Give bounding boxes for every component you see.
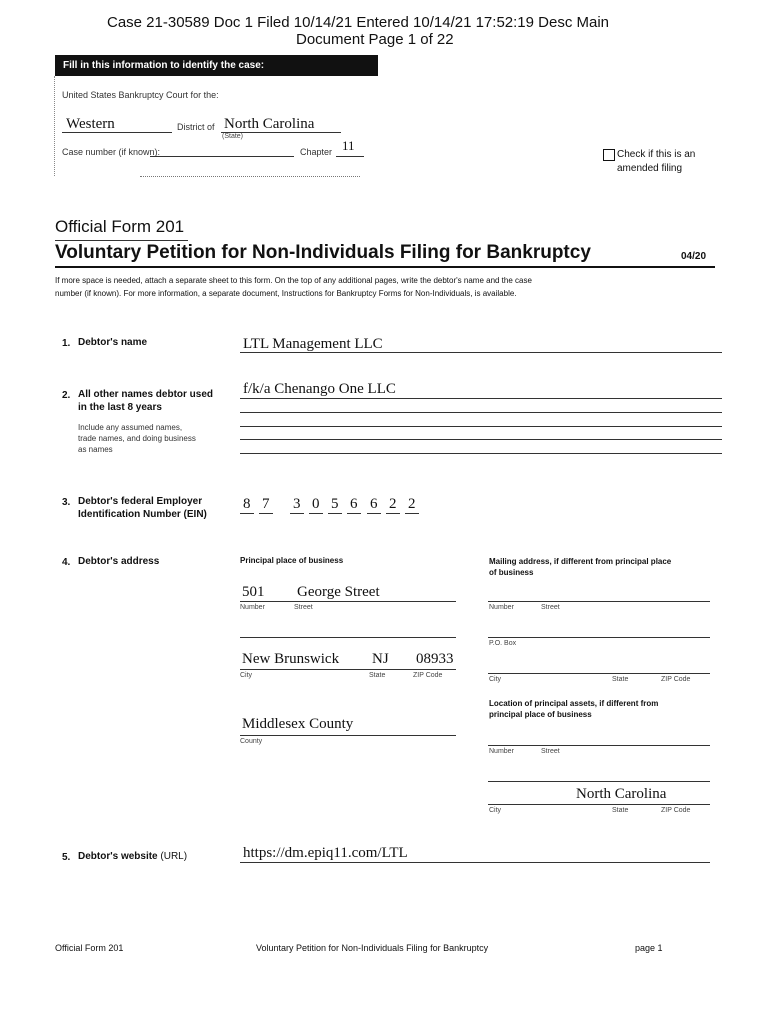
principal-number-caption: Number bbox=[240, 604, 265, 611]
footer-form-title: Voluntary Petition for Non-Individuals Filing for Bankruptcy bbox=[256, 943, 489, 953]
ein-box-2 bbox=[259, 513, 273, 514]
principal-street-caption: Street bbox=[294, 604, 313, 611]
ein-box-1 bbox=[240, 513, 254, 514]
principal-street-line bbox=[240, 601, 456, 602]
case-header-line-2: Document Page 1 of 22 bbox=[296, 31, 454, 48]
other-names-note-1: Include any assumed names, bbox=[78, 423, 183, 432]
principal-state-caption: State bbox=[369, 672, 386, 679]
case-header-line-1: Case 21-30589 Doc 1 Filed 10/14/21 Entered 10/14/21 17:52:19 Desc Main bbox=[107, 14, 610, 31]
item-4-number: 4. bbox=[62, 557, 71, 568]
other-names-line-4[interactable] bbox=[240, 439, 722, 440]
ein-digit-2[interactable]: 7 bbox=[262, 496, 270, 512]
footer-page-number: page 1 bbox=[635, 943, 663, 953]
ein-digit-6[interactable]: 6 bbox=[350, 496, 358, 512]
item-3-number: 3. bbox=[62, 497, 71, 508]
location-heading-2: principal place of business bbox=[489, 710, 592, 719]
instructions-line-2: number (if known). For more information, a separate document, Instructions for Bankruptcy Forms for Non-Individuals, is available. bbox=[55, 289, 517, 298]
debtor-name-value[interactable]: LTL Management LLC bbox=[243, 336, 383, 352]
principal-zip-value[interactable]: 08933 bbox=[416, 651, 454, 667]
other-names-note-3: as names bbox=[78, 445, 113, 454]
ein-box-8 bbox=[386, 513, 400, 514]
website-label-rest: (URL) bbox=[157, 851, 188, 862]
principal-state-value[interactable]: NJ bbox=[372, 651, 389, 667]
ein-box-7 bbox=[367, 513, 381, 514]
other-names-value[interactable]: f/k/a Chenango One LLC bbox=[243, 381, 396, 397]
ein-digit-1[interactable]: 8 bbox=[243, 496, 251, 512]
official-form-number: Official Form 201 bbox=[55, 217, 185, 236]
website-label-bold: Debtor's website bbox=[78, 851, 158, 862]
location-city-caption: City bbox=[489, 807, 502, 814]
title-rule bbox=[55, 266, 715, 268]
mailing-street-caption: Street bbox=[541, 604, 560, 611]
debtor-name-label: Debtor's name bbox=[78, 337, 148, 348]
other-names-label-1: All other names debtor used bbox=[78, 389, 214, 400]
principal-street-line-2[interactable] bbox=[240, 637, 456, 638]
mailing-city-line[interactable] bbox=[488, 673, 710, 674]
county-value[interactable]: Middlesex County bbox=[242, 716, 354, 732]
district-label: District of bbox=[177, 122, 215, 132]
ein-box-9 bbox=[405, 513, 419, 514]
other-names-line-2[interactable] bbox=[240, 412, 722, 413]
po-box-caption: P.O. Box bbox=[489, 640, 517, 647]
other-names-line-1 bbox=[240, 398, 722, 399]
ein-box-6 bbox=[347, 513, 361, 514]
mailing-number-caption: Number bbox=[489, 604, 514, 611]
ein-label-1: Debtor's federal Employer bbox=[78, 496, 203, 507]
amended-label-1: Check if this is an bbox=[617, 149, 696, 160]
location-number-caption: Number bbox=[489, 748, 514, 755]
ein-digit-3[interactable]: 3 bbox=[293, 496, 301, 512]
district-line bbox=[62, 132, 172, 133]
principal-street-value[interactable]: George Street bbox=[297, 584, 380, 600]
case-info-banner: Fill in this information to identify the case: bbox=[55, 55, 378, 76]
county-line bbox=[240, 735, 456, 736]
mailing-heading-2: of business bbox=[489, 568, 534, 577]
case-box-bottom-border bbox=[140, 176, 360, 177]
principal-city-line bbox=[240, 669, 456, 670]
location-state-caption: State bbox=[612, 807, 629, 814]
instructions-line-1: If more space is needed, attach a separate sheet to this form. On the top of any additional pages, write the debtor's name and the case bbox=[55, 276, 532, 285]
location-state-value[interactable]: North Carolina bbox=[576, 786, 667, 802]
amended-filing-checkbox[interactable] bbox=[603, 149, 615, 161]
mailing-zip-caption: ZIP Code bbox=[661, 676, 691, 683]
website-line bbox=[240, 862, 710, 863]
location-street-caption: Street bbox=[541, 748, 560, 755]
case-number-label: Case number (if known): bbox=[62, 147, 161, 157]
chapter-value[interactable]: 11 bbox=[342, 138, 355, 153]
location-city-line bbox=[488, 804, 710, 805]
state-value[interactable]: North Carolina bbox=[224, 116, 315, 132]
district-value[interactable]: Western bbox=[66, 116, 115, 132]
chapter-label: Chapter bbox=[300, 147, 333, 157]
form-title: Voluntary Petition for Non-Individuals Filing for Bankruptcy bbox=[55, 242, 591, 263]
ein-digit-8[interactable]: 2 bbox=[389, 496, 397, 512]
location-heading-1: Location of principal assets, if different from bbox=[489, 699, 659, 708]
mailing-city-caption: City bbox=[489, 676, 502, 683]
other-names-label-2: in the last 8 years bbox=[78, 402, 162, 413]
principal-zip-caption: ZIP Code bbox=[413, 672, 443, 679]
website-label bbox=[78, 851, 187, 862]
principal-city-value[interactable]: New Brunswick bbox=[242, 651, 340, 667]
court-label: United States Bankruptcy Court for the: bbox=[62, 90, 219, 100]
other-names-line-5[interactable] bbox=[240, 453, 722, 454]
county-caption: County bbox=[240, 738, 263, 745]
state-caption: (State) bbox=[222, 133, 244, 140]
mailing-po-box-line[interactable] bbox=[488, 637, 710, 638]
mailing-street-line[interactable] bbox=[488, 601, 710, 602]
item-5-number: 5. bbox=[62, 852, 71, 863]
case-box-left-border bbox=[54, 76, 55, 176]
case-number-line[interactable] bbox=[150, 156, 294, 157]
item-1-number: 1. bbox=[62, 338, 71, 349]
form-revision: 04/20 bbox=[681, 251, 707, 262]
ein-digit-7[interactable]: 6 bbox=[370, 496, 378, 512]
mailing-state-caption: State bbox=[612, 676, 629, 683]
other-names-note-2: trade names, and doing business bbox=[78, 434, 196, 443]
item-2-number: 2. bbox=[62, 390, 71, 401]
ein-digit-9[interactable]: 2 bbox=[408, 496, 416, 512]
address-label: Debtor's address bbox=[78, 556, 160, 567]
official-form-underline bbox=[55, 240, 188, 241]
ein-box-4 bbox=[309, 513, 323, 514]
ein-label-2: Identification Number (EIN) bbox=[78, 509, 207, 520]
mailing-heading-1: Mailing address, if different from principal place bbox=[489, 557, 672, 566]
location-street-line-2[interactable] bbox=[488, 781, 710, 782]
debtor-name-line bbox=[240, 352, 722, 353]
principal-number-value[interactable]: 501 bbox=[242, 584, 265, 600]
ein-digit-4[interactable]: 0 bbox=[312, 496, 320, 512]
principal-place-heading: Principal place of business bbox=[240, 556, 344, 565]
ein-digit-5[interactable]: 5 bbox=[331, 496, 339, 512]
location-street-line[interactable] bbox=[488, 745, 710, 746]
location-zip-caption: ZIP Code bbox=[661, 807, 691, 814]
website-value[interactable]: https://dm.epiq11.com/LTL bbox=[243, 845, 408, 861]
ein-box-3 bbox=[290, 513, 304, 514]
principal-city-caption: City bbox=[240, 672, 253, 679]
chapter-line bbox=[336, 156, 364, 157]
footer-form-number: Official Form 201 bbox=[55, 943, 124, 953]
other-names-line-3[interactable] bbox=[240, 426, 722, 427]
amended-label-2: amended filing bbox=[617, 163, 683, 174]
ein-box-5 bbox=[328, 513, 342, 514]
